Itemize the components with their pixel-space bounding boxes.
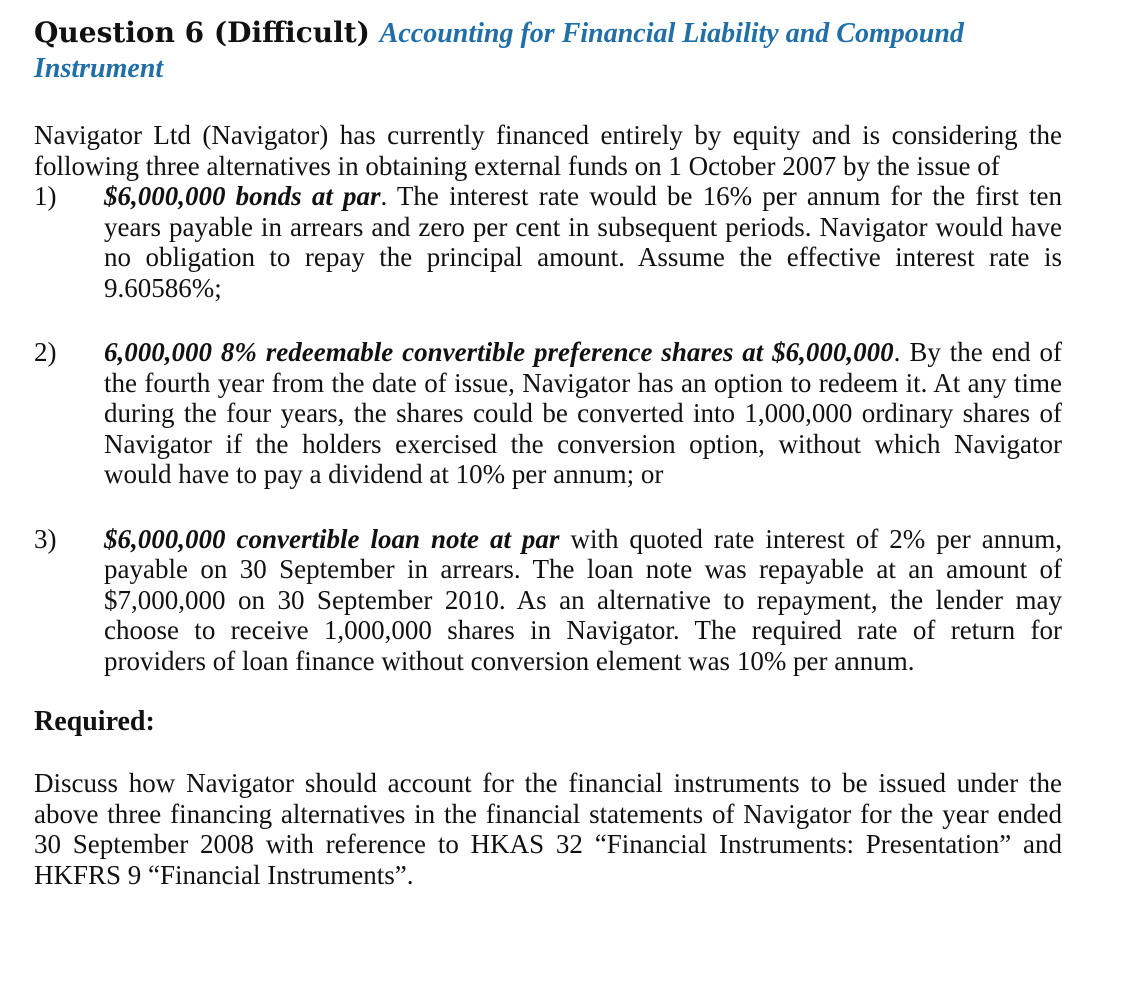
question-number: Question 6 (Difficult) [34,16,370,49]
alternative-content [104,337,1062,490]
alternative-item [34,181,1062,303]
alternative-number: 2) [34,337,57,367]
question-page [34,16,1062,890]
intro-paragraph: Navigator Ltd (Navigator) has currently financed entirely by equity and is considering the following three alternatives in obtaining external funds on 1 October 2007 by the issue of [34,120,1062,181]
required-paragraph: Discuss how Navigator should account for the financial instruments to be issued under the above three financing alternatives in the financial statements of Navigator for the year ended 30 September 2008 with reference to HKAS 32 “Financial Instruments: Presentation” and HKFRS 9 “Financial Instruments”. [34,768,1062,890]
alternative-content [104,524,1062,677]
alternative-text: with quoted rate interest of 2% per annum, payable on 30 September in arrears. The loan note was repayable at an amount of $7,000,000 on 30 September 2010. As an alternative to repayment, the lender may choose to receive 1,000,000 shares in Navigator. The required rate of return for providers of loan finance without conversion element was 10% per annum. [104,523,1062,676]
alternative-content [104,181,1062,303]
alternative-number: 3) [34,523,57,554]
required-heading: Required: [34,706,155,737]
alternative-number: 1) [34,181,57,211]
question-title [34,16,1062,86]
question-topic: Accounting for Financial Liability and Compound Instrument [34,18,964,84]
alternative-emphasis: $6,000,000 bonds at par [104,181,381,211]
alternative-text: . By the end of the fourth year from the date of issue, Navigator has an option to redeem it. At any time during the four years, the shares could be converted into 1,000,000 ordinary shares of Navigator if the holders exercised the conversion option, without which Navigator would have to pay a dividend at 10% per annum; or [104,337,1062,489]
alternative-emphasis: $6,000,000 convertible loan note at par [104,523,560,554]
alternative-item [34,337,1062,490]
alternative-item [34,524,1062,677]
alternative-emphasis: 6,000,000 8% redeemable convertible preference shares at $6,000,000 [104,337,894,367]
alternative-text: . The interest rate would be 16% per annum for the first ten years payable in arrears and zero per cent in subsequent periods. Navigator would have no obligation to repay the principal amount. Assume the effective interest rate is 9.60586%; [104,181,1062,303]
